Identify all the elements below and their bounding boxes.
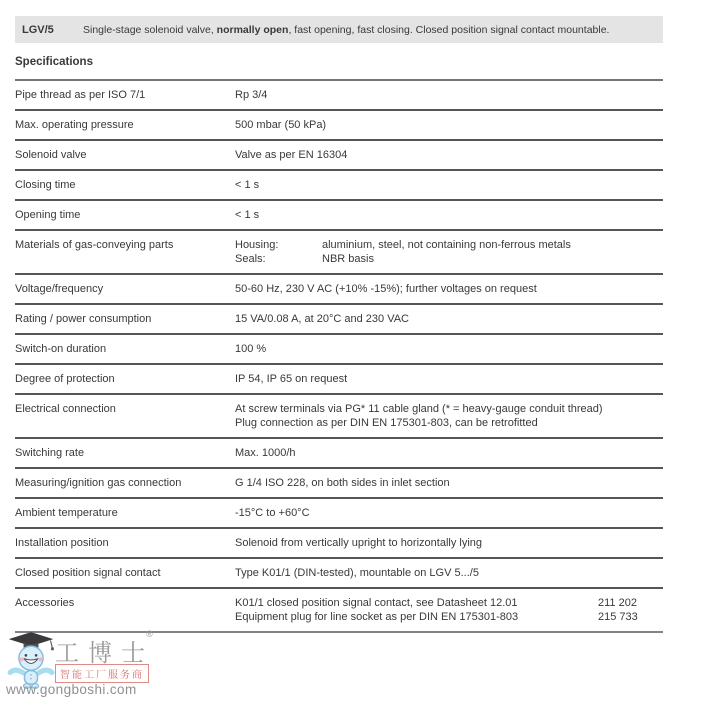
spec-value: 500 mbar (50 kPa) [235,119,327,131]
spec-label: Switch-on duration [15,343,107,355]
material-key: Housing: [235,239,279,251]
spec-row-solenoid-valve [15,139,663,169]
material-housing-line [235,238,663,252]
spec-label: Electrical connection [15,403,116,415]
accessory-item [235,596,663,610]
accessory-item [235,610,663,624]
electrical-line-2: Plug connection as per DIN EN 175301-803, can be retrofitted [235,417,538,429]
spec-row-accessories [15,587,663,631]
spec-row-switching-rate [15,437,663,467]
product-description-post: , fast opening, fast closing. Closed position signal contact mountable. [288,23,610,36]
spec-label: Pipe thread as per ISO 7/1 [15,89,146,101]
spec-value: Valve as per EN 16304 [235,149,348,161]
spec-label: Degree of protection [15,373,115,385]
electrical-line-1: At screw terminals via PG* 11 cable gland (* = heavy-gauge conduit thread) [235,403,603,415]
spec-value: IP 54, IP 65 on request [235,373,348,385]
spec-row-ambient-temperature [15,497,663,527]
spec-row-closed-position-contact [15,557,663,587]
spec-value: < 1 s [235,179,260,191]
accessory-text: K01/1 closed position signal contact, see Datasheet 12.01 [235,597,518,609]
spec-row-switch-on-duration [15,333,663,363]
gongboshi-watermark [5,627,180,707]
spec-row-degree-of-protection [15,363,663,393]
brand-website: www.gongboshi.com [6,682,137,697]
spec-value: G 1/4 ISO 228, on both sides in inlet section [235,477,450,489]
spec-row-materials [15,229,663,273]
spec-label: Measuring/ignition gas connection [15,477,182,489]
spec-label: Rating / power consumption [15,313,152,325]
spec-value: 100 % [235,343,267,355]
spec-value: < 1 s [235,209,260,221]
spec-value: -15°C to +60°C [235,507,310,519]
spec-row-voltage-frequency [15,273,663,303]
material-key: Seals: [235,253,266,265]
spec-value: 15 VA/0.08 A, at 20°C and 230 VAC [235,313,409,325]
spec-row-rating-power [15,303,663,333]
product-description-pre: Single-stage solenoid valve, [83,23,217,36]
material-text: NBR basis [322,253,374,265]
spec-label: Materials of gas-conveying parts [15,239,174,251]
product-model: LGV/5 [22,23,54,36]
section-title: Specifications [15,56,93,68]
brand-name-cn: 工博士 [55,639,154,667]
accessory-text: Equipment plug for line socket as per DIN EN 175301-803 [235,611,519,623]
spec-label: Accessories [15,597,75,609]
spec-label: Solenoid valve [15,149,87,161]
spec-row-closing-time [15,169,663,199]
spec-label: Closing time [15,179,76,191]
registered-trademark-symbol: ® [146,629,153,639]
spec-label: Closed position signal contact [15,567,161,579]
brand-tagline-cn: 智能工厂服务商 [55,664,149,683]
spec-value: 50-60 Hz, 230 V AC (+10% -15%); further voltages on request [235,283,537,295]
product-description [83,24,609,36]
spec-row-pipe-thread [15,79,663,109]
spec-value: Type K01/1 (DIN-tested), mountable on LGV 5.../5 [235,567,479,579]
product-header-bar [15,16,663,43]
product-description-bold: normally open [216,23,289,36]
spec-row-opening-time [15,199,663,229]
spec-label: Max. operating pressure [15,119,134,131]
spec-row-installation-position [15,527,663,557]
material-text: aluminium, steel, not containing non-ferrous metals [322,239,571,251]
spec-value [235,238,663,266]
spec-row-max-pressure [15,109,663,139]
spec-value: Solenoid from vertically upright to horizontally lying [235,537,483,549]
accessory-order-number: 215 733 [598,611,638,623]
spec-value: Max. 1000/h [235,447,296,459]
spec-value: Rp 3/4 [235,89,268,101]
spec-row-electrical-connection [15,393,663,437]
spec-label: Opening time [15,209,81,221]
spec-value [235,596,663,624]
accessory-order-number: 211 202 [598,597,637,609]
material-seals-line [235,252,663,266]
spec-label: Voltage/frequency [15,283,104,295]
specifications-table [15,79,663,633]
spec-label: Ambient temperature [15,507,118,519]
spec-label: Installation position [15,537,109,549]
spec-row-measuring-gas-connection [15,467,663,497]
spec-value [235,402,663,430]
spec-label: Switching rate [15,447,85,459]
